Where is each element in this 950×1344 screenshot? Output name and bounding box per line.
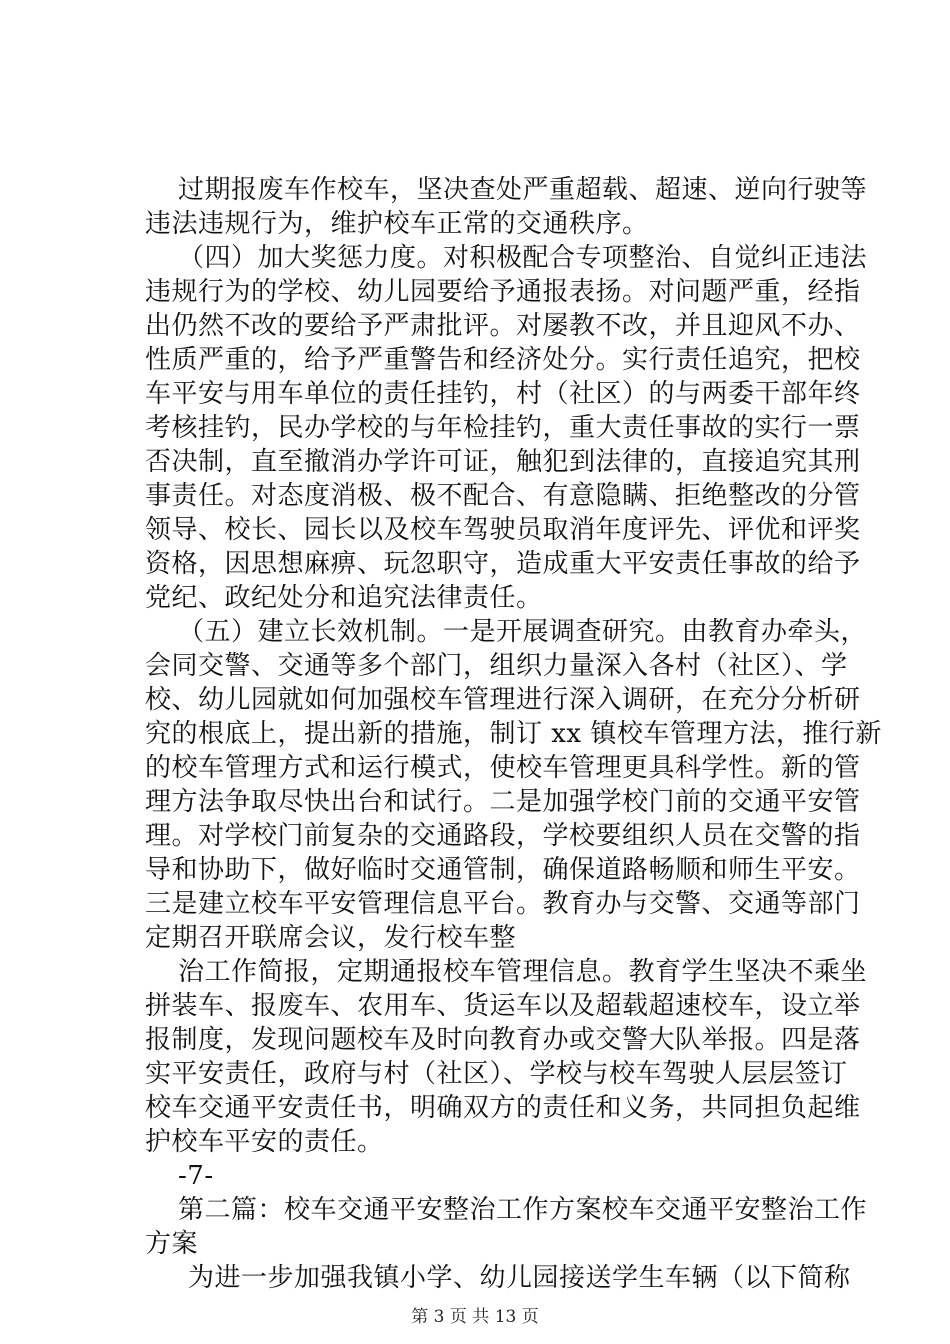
text-line: 校、幼儿园就如何加强校车管理进行深入调研，在充分分析研 (145, 685, 861, 715)
page-footer: 第 3 页 共 13 页 (411, 1307, 539, 1327)
text-line: 理方法争取尽快出台和试行。二是加强学校门前的交通平安管 (145, 787, 861, 817)
text-line: 党纪、政纪处分和追究法律责任。 (145, 583, 543, 613)
text-line: 出仍然不改的要给予严肃批评。对屡教不改，并且迎风不办、 (145, 311, 861, 341)
text-line: 定期召开联席会议，发行校车整 (145, 923, 517, 953)
text-line: 三是建立校车平安管理信息平台。教育办与交警、交通等部门 (145, 889, 861, 919)
text-line: 校车交通平安责任书，明确双方的责任和义务，共同担负起维 (145, 1093, 861, 1123)
text-line: （五）建立长效机制。一是开展调查研究。由教育办牵头， (178, 617, 868, 647)
text-line: 报制度，发现问题校车及时向教育办或交警大队举报。四是落 (145, 1025, 861, 1055)
text-line: 拼装车、报废车、农用车、货运车以及超载超速校车，设立举 (145, 991, 861, 1021)
page-number-marker: -7- (178, 1161, 214, 1191)
text-line: 领导、校长、园长以及校车驾驶员取消年度评先、评优和评奖 (145, 515, 861, 545)
text-line: 理。对学校门前复杂的交通路段，学校要组织人员在交警的指 (145, 821, 861, 851)
text-line: 违法违规行为，维护校车正常的交通秩序。 (145, 209, 649, 239)
text-line: 会同交警、交通等多个部门，组织力量深入各村（社区）、学 (145, 651, 848, 681)
text-line: 违规行为的学校、幼儿园要给予通报表扬。对问题严重，经指 (145, 277, 861, 307)
text-line: 究的根底上，提出新的措施，制订 xx 镇校车管理方法，推行新 (145, 719, 882, 749)
text-line: 导和协助下，做好临时交通管制，确保道路畅顺和师生平安。 (145, 855, 861, 885)
text-line: 过期报废车作校车，坚决查处严重超载、超速、逆向行驶等 (178, 175, 868, 205)
text-line: 治工作简报，定期通报校车管理信息。教育学生坚决不乘坐 (178, 957, 868, 987)
text-line: 考核挂钓，民办学校的与年检挂钓，重大责任事故的实行一票 (145, 413, 861, 443)
text-line: 护校车平安的责任。 (145, 1127, 384, 1157)
text-line: （四）加大奖惩力度。对积极配合专项整治、自觉纠正违法 (178, 243, 868, 273)
text-line: 否决制，直至撤消办学许可证，触犯到法律的，直接追究其刑 (145, 447, 861, 477)
section-heading: 第二篇：校车交通平安整治工作方案校车交通平安整治工作 (178, 1195, 868, 1225)
text-line: 实平安责任，政府与村（社区）、学校与校车驾驶人层层签订 (145, 1059, 848, 1089)
text-line: 车平安与用车单位的责任挂钓，村（社区）的与两委干部年终 (145, 379, 861, 409)
section-heading-continued: 方案 (145, 1229, 199, 1259)
text-line: 事责任。对态度消极、极不配合、有意隐瞒、拒绝整改的分管 (145, 481, 861, 511)
text-line: 资格，因思想麻痹、玩忽职守，造成重大平安责任事故的给予 (145, 549, 861, 579)
text-line: 性质严重的，给予严重警告和经济处分。实行责任追究，把校 (145, 345, 861, 375)
text-line: 的校车管理方式和运行模式，使校车管理更具科学性。新的管 (145, 753, 861, 783)
text-line: 为进一步加强我镇小学、幼儿园接送学生车辆（以下简称 (188, 1263, 851, 1293)
